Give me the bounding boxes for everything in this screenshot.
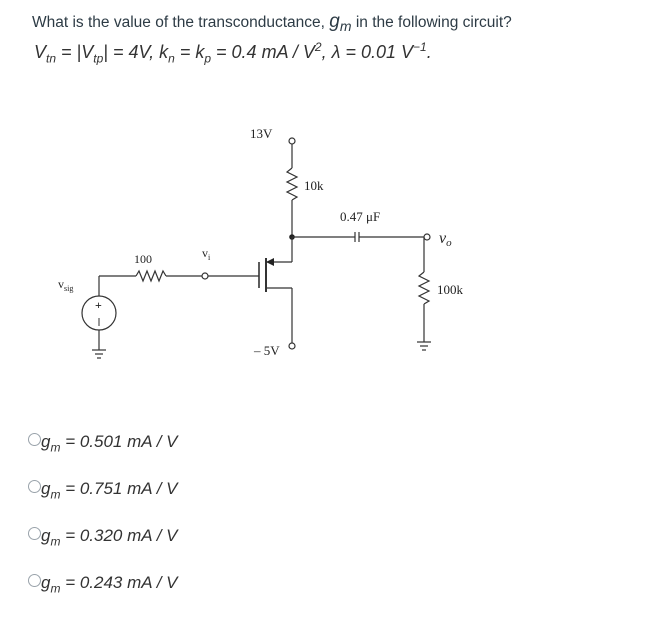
answer-option[interactable]	[28, 514, 178, 561]
radio-button[interactable]	[28, 574, 41, 587]
vtn-sub: tn	[46, 51, 57, 66]
vsig-label: $v_{sig}$	[58, 277, 74, 293]
kn-sub: n	[168, 51, 175, 66]
answer-option[interactable]	[28, 561, 178, 608]
lambda-exp: −1	[413, 40, 427, 54]
vi-label: $v_i$	[202, 246, 211, 262]
load-resistor	[419, 272, 429, 304]
answer-option[interactable]	[28, 420, 178, 467]
eq-abs: = |	[56, 42, 82, 62]
vtp-sub: tp	[93, 51, 104, 66]
radio-button[interactable]	[28, 433, 41, 446]
vo-label: vo	[439, 230, 452, 249]
vdd-label: 13V	[250, 126, 273, 141]
gm-symbol: g	[329, 11, 340, 32]
vss-terminal	[289, 343, 295, 349]
vo-terminal	[424, 234, 430, 240]
question-prefix: What is the value of the transconductance,	[32, 14, 330, 31]
kp-sub: p	[204, 51, 212, 66]
option-text: $g_m = 0.320$ mA / V	[41, 526, 178, 549]
option-text: $g_m = 0.501$ mA / V	[41, 432, 178, 455]
drain-resistor	[287, 168, 297, 200]
rsig-label: 100	[134, 252, 152, 266]
answer-options	[28, 420, 178, 608]
k-exp: 2	[314, 40, 322, 54]
option-text: $g_m = 0.243$ mA / V	[41, 573, 178, 596]
option-text: $g_m = 0.751$ mA / V	[41, 479, 178, 502]
radio-button[interactable]	[28, 527, 41, 540]
gm-subscript: m	[339, 18, 352, 35]
vdd-terminal	[289, 138, 295, 144]
cap-label: 0.47 μF	[340, 209, 381, 224]
answer-option[interactable]	[28, 467, 178, 514]
rl-label: 100k	[437, 282, 463, 297]
radio-button[interactable]	[28, 480, 41, 493]
given-parameters: $V_{tn} = |V_{tp}| = 4V$, $k_n = k_p = 0.4$ mA / $V^2$, λ = 0.01 $V^{-1}$.	[34, 40, 432, 66]
period: .	[426, 42, 432, 62]
vt-value: | = 4V,	[103, 42, 160, 62]
question-suffix: in the following circuit?	[351, 14, 512, 31]
vt-label: V	[34, 42, 47, 62]
k-label-2: k	[195, 42, 205, 62]
mosfet-arrow	[266, 258, 274, 266]
vi-terminal	[202, 273, 208, 279]
k-value: = 0.4 mA / V	[211, 42, 315, 62]
vss-label: – 5V	[254, 343, 280, 358]
k-label: k	[159, 42, 169, 62]
vt-label-2: V	[81, 42, 94, 62]
lambda-text: , λ = 0.01 V	[321, 42, 414, 62]
rd-label: 10k	[304, 178, 324, 193]
rsig-resistor	[136, 271, 166, 281]
vsig-plus: +	[95, 298, 102, 312]
